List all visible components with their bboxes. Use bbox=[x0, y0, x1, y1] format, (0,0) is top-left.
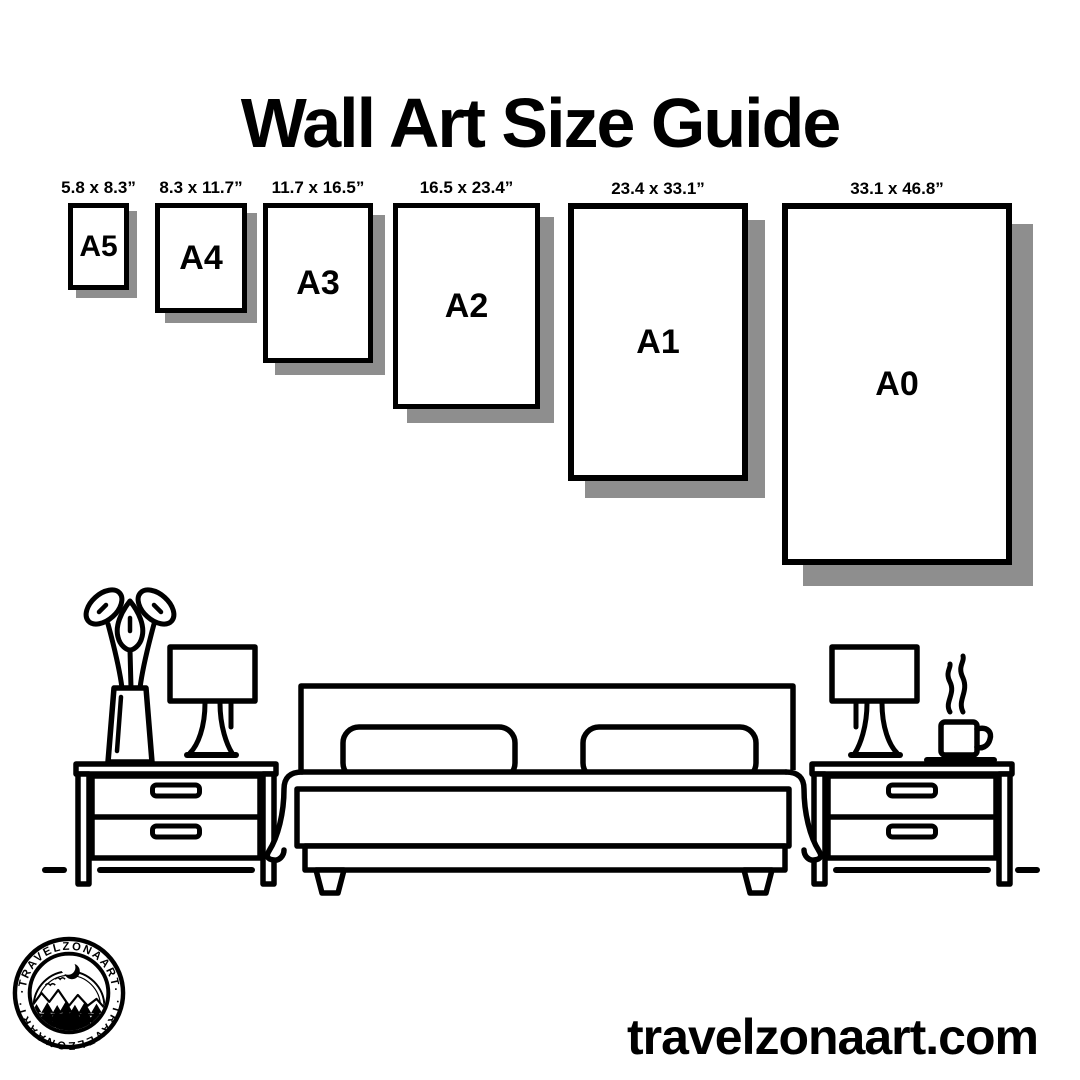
size-dimensions-label-a4: 8.3 x 11.7” bbox=[159, 178, 243, 197]
table-lamp-icon bbox=[170, 647, 255, 755]
size-name-a5: A5 bbox=[79, 229, 118, 263]
brand-logo-badge bbox=[10, 934, 128, 1052]
logo-arc-text-bottom: ·TRAVELZONAART· bbox=[14, 999, 124, 1052]
size-name-a2: A2 bbox=[444, 286, 489, 325]
size-dimensions-label-a5: 5.8 x 8.3” bbox=[61, 178, 136, 197]
website-url: travelzonaart.com bbox=[627, 1009, 1038, 1065]
paper-rect-a0 bbox=[782, 179, 1012, 565]
bedroom-illustration bbox=[0, 560, 1080, 900]
paper-size-a5 bbox=[61, 178, 136, 290]
paper-rect-a5 bbox=[61, 178, 136, 290]
nightstand-icon bbox=[76, 764, 276, 884]
paper-rect-a2 bbox=[393, 178, 540, 409]
paper-rect-a3 bbox=[263, 178, 373, 363]
size-dimensions-label-a1: 23.4 x 33.1” bbox=[611, 179, 705, 198]
logo-arc-text-top: ·TRAVELZONAART· bbox=[16, 940, 122, 994]
coffee-cup-icon bbox=[927, 656, 994, 760]
size-dimensions-label-a0: 33.1 x 46.8” bbox=[850, 179, 944, 198]
size-dimensions-label-a2: 16.5 x 23.4” bbox=[419, 178, 514, 197]
table-lamp-icon bbox=[832, 647, 917, 755]
size-name-a0: A0 bbox=[875, 364, 919, 403]
size-dimensions-label-a3: 11.7 x 16.5” bbox=[271, 178, 365, 197]
size-name-a3: A3 bbox=[296, 263, 340, 302]
size-name-a4: A4 bbox=[179, 238, 223, 277]
double-bed-icon bbox=[266, 686, 822, 893]
paper-size-a1 bbox=[568, 179, 748, 481]
paper-rect-a1 bbox=[568, 179, 748, 481]
size-name-a1: A1 bbox=[636, 322, 680, 361]
paper-size-a0 bbox=[782, 179, 1012, 565]
plant-vase-icon bbox=[80, 583, 181, 762]
page-title: Wall Art Size Guide bbox=[240, 83, 840, 162]
paper-size-a2 bbox=[393, 178, 540, 409]
paper-rect-a4 bbox=[155, 178, 247, 313]
nightstand-icon bbox=[812, 764, 1012, 884]
paper-size-a4 bbox=[155, 178, 247, 313]
paper-size-a3 bbox=[263, 178, 373, 363]
